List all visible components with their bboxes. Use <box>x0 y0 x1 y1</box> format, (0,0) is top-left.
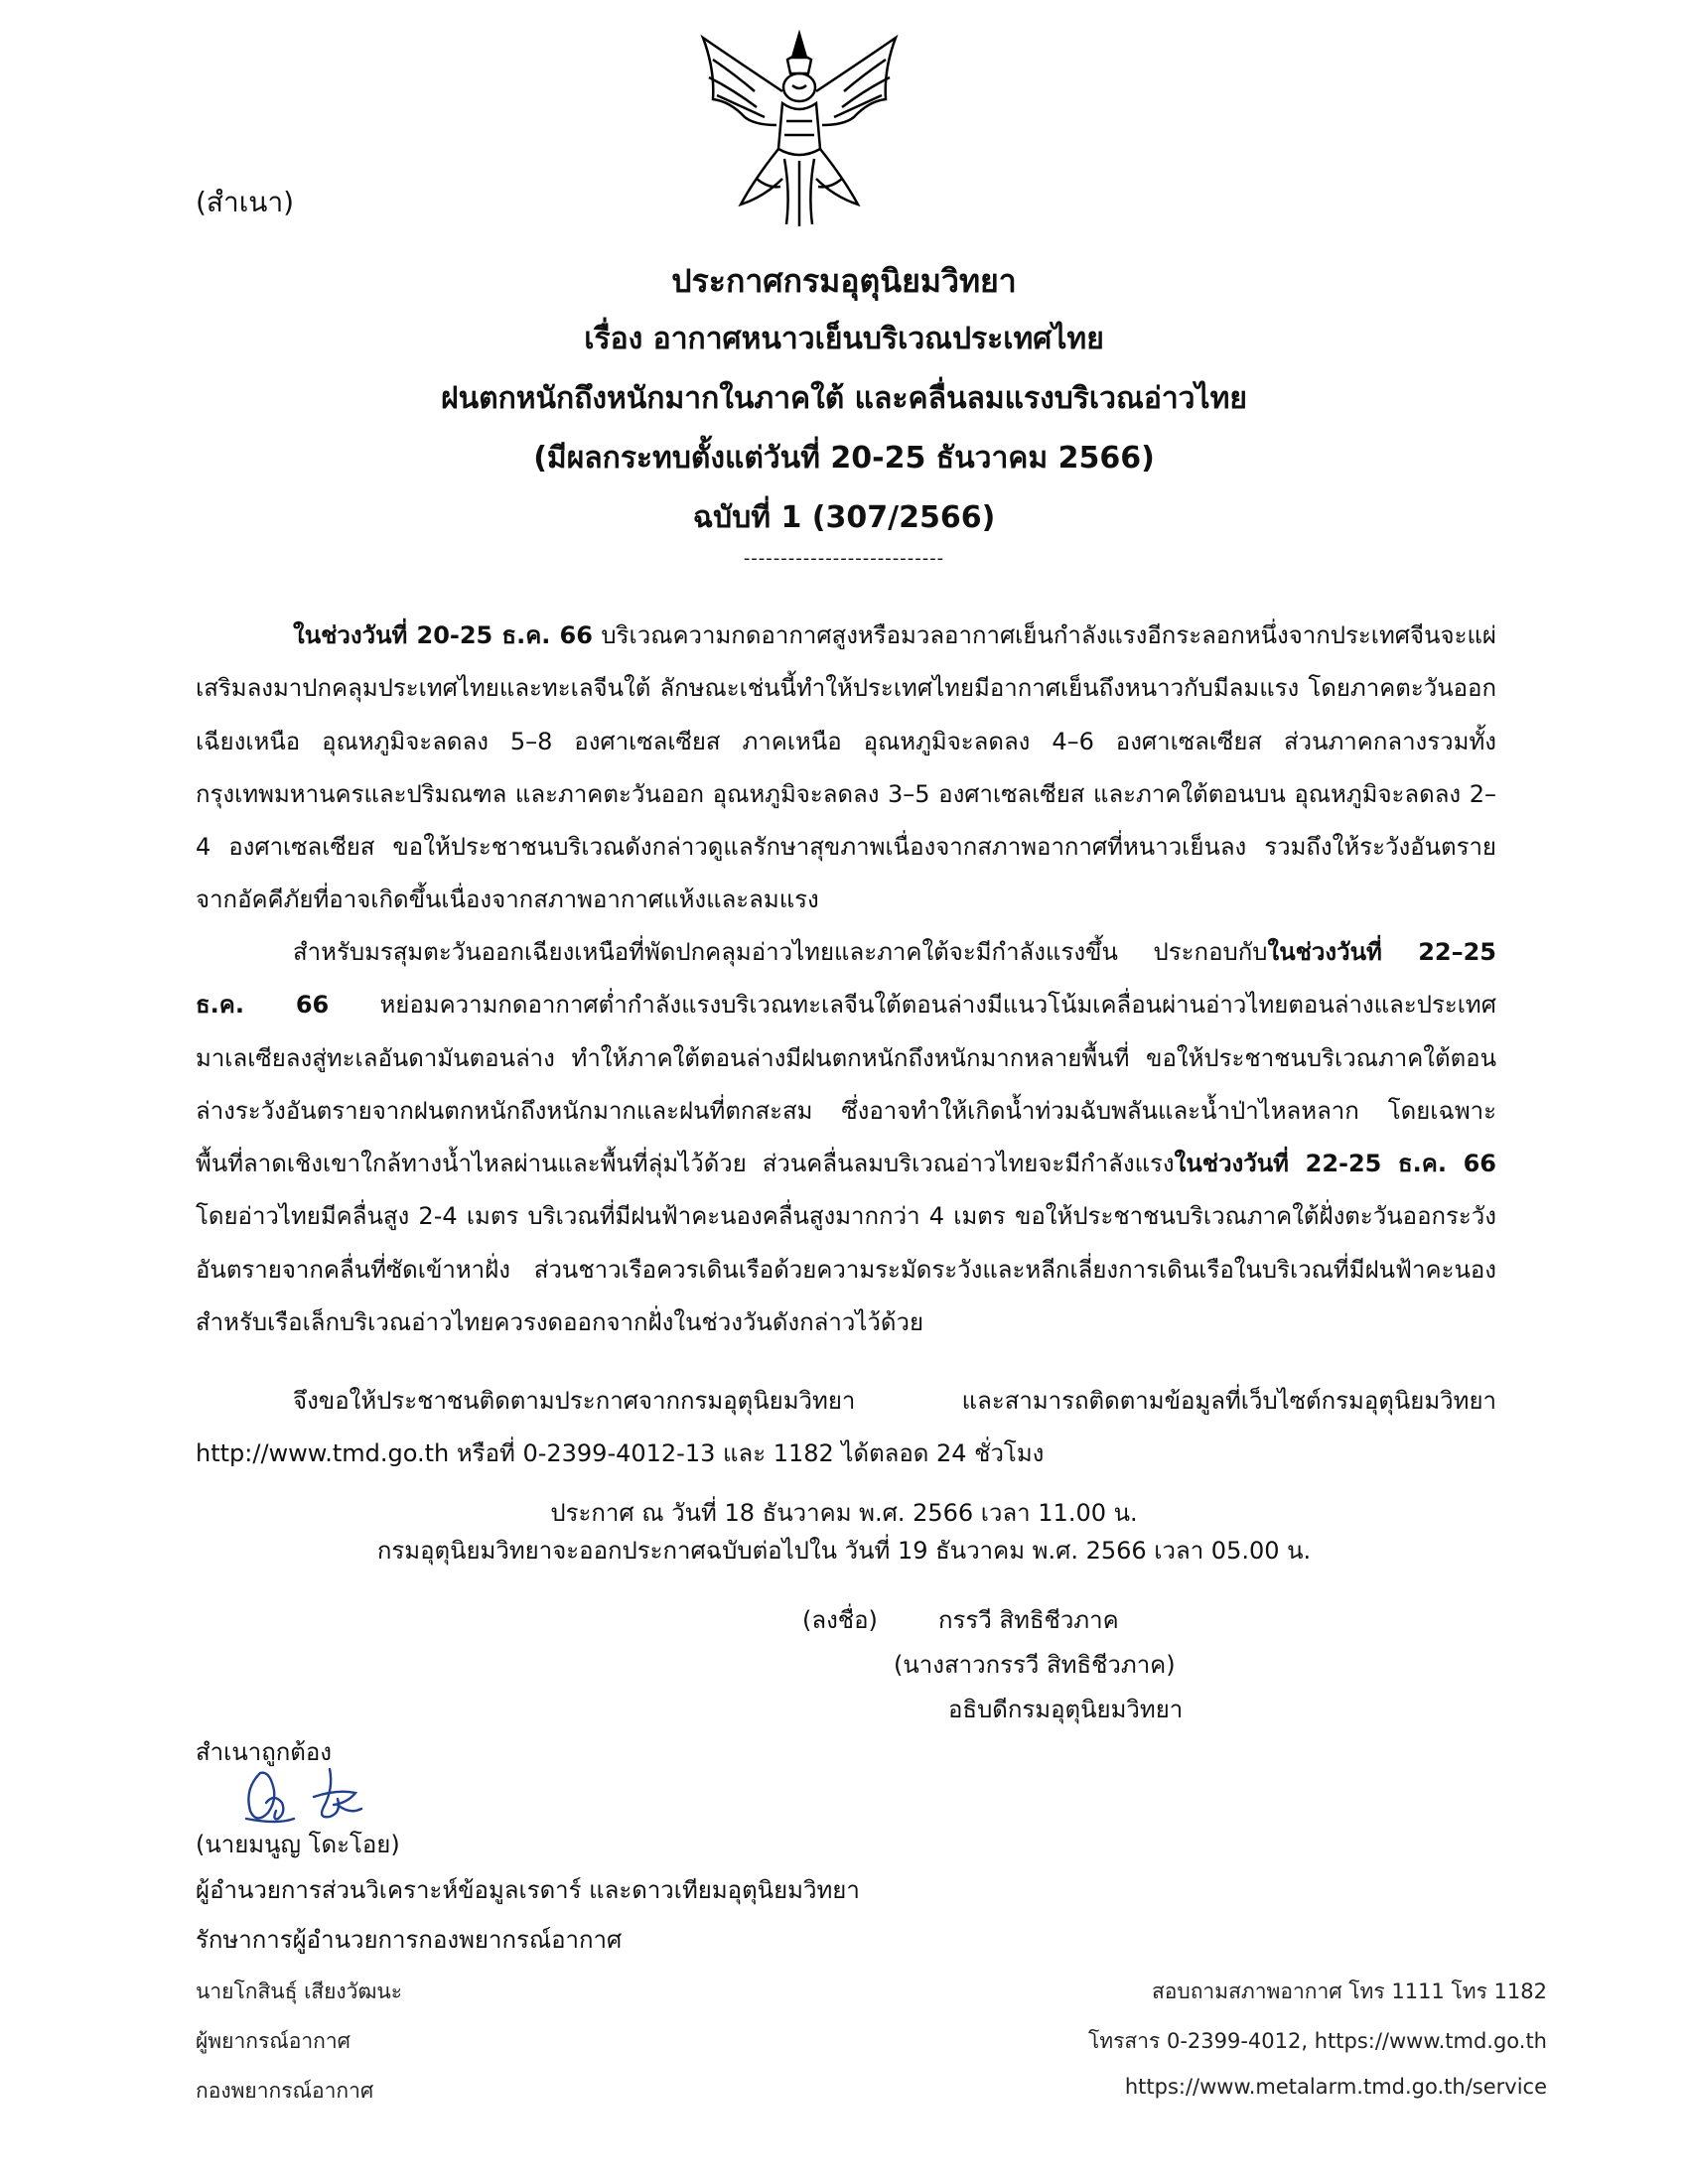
effective-period: (มีผลกระทบตั้งแต่วันที่ 20-25 ธันวาคม 2566) <box>533 441 1155 476</box>
announcement-date: ประกาศ ณ วันที่ 18 ธันวาคม พ.ศ. 2566 เวลา 11.00 น. <box>550 1499 1138 1527</box>
certifier-position: ผู้อำนวยการส่วนวิเคราะห์ข้อมูลเรดาร์ และดาวเทียมอุตุนิยมวิทยา <box>196 1876 860 1904</box>
paragraph-text: บริเวณความกดอากาศสูงหรือมวลอากาศเย็นกำลังแรงอีกระลอกหนึ่งจากประเทศจีนจะแผ่เสริมลงมาปกคลุมประเทศไทยและทะเลจีนใต้ ลักษณะเช่นนี้ทำให้ประเทศไทยมีอากาศเย็นถึงหนาวกับมีลมแรง โดยภาคตะวันออกเฉียงเหนือ อุณหภูมิจะลดลง 5–8 องศาเซลเซียส ภาคเหนือ อุณหภูมิจะลดลง 4–6 องศาเซลเซียส ส่วนภาคกลางรวมทั้งกรุงเทพมหานครและปริมณฑล และภาคตะวันออก อุณหภูมิจะลดลง 3–5 องศาเซลเซียส และภาคใต้ตอนบน อุณหภูมิจะลดลง 2–4 องศาเซลเซียส ขอให้ประชาชนบริเวณดังกล่าวดูแลรักษาสุขภาพเนื่องจากสภาพอากาศที่หนาวเย็นลง รวมถึงให้ระวังอันตรายจากอัคคีภัยที่อาจเกิดขึ้นเนื่องจากสภาพอากาศแห้งและลมแรง <box>196 621 1496 914</box>
contact-phone: สอบถามสภาพอากาศ โทร 1111 โทร 1182 <box>1151 1979 1547 2003</box>
garuda-emblem-icon <box>695 30 904 228</box>
signed-name: กรรวี สิทธิชีวภาค <box>938 1606 1119 1634</box>
paragraph-follow-up <box>196 1375 1496 1481</box>
handwritten-signature-icon <box>238 1759 367 1831</box>
certified-copy-label: สำเนาถูกต้อง <box>196 1738 332 1766</box>
divider: --------------------------- <box>743 548 945 569</box>
next-announcement-date: กรมอุตุนิยมวิทยาจะออกประกาศฉบับต่อไปใน วันที่ 19 ธันวาคม พ.ศ. 2566 เวลา 05.00 น. <box>376 1537 1312 1565</box>
certifier-name: (นายมนูญ โดะโอย) <box>196 1831 400 1858</box>
paragraph-text: สำหรับมรสุมตะวันออกเฉียงเหนือที่พัดปกคลุมอ่าวไทยและภาคใต้จะมีกำลังแรงขึ้น ประกอบกับ <box>293 938 1268 966</box>
forecaster-role: ผู้พยากรณ์อากาศ <box>196 2029 351 2053</box>
forecaster-division: กองพยากรณ์อากาศ <box>196 2079 374 2103</box>
announcement-title: ประกาศกรมอุตุนิยมวิทยา <box>671 262 1017 300</box>
contact-fax-website: โทรสาร 0-2399-4012, https://www.tmd.go.th <box>1088 2029 1547 2053</box>
signed-label: (ลงชื่อ) <box>802 1606 878 1634</box>
paragraph-date-highlight: ในช่วงวันที่ 22-25 ธ.ค. 66 <box>1174 1150 1496 1178</box>
paragraph-lead: ในช่วงวันที่ 20-25 ธ.ค. 66 <box>293 621 593 649</box>
certifier-acting-position: รักษาการผู้อำนวยการกองพยากรณ์อากาศ <box>196 1926 623 1954</box>
paragraph-cold-air <box>196 610 1496 927</box>
paragraph-text: โดยอ่าวไทยมีคลื่นสูง 2-4 เมตร บริเวณที่มีฝนฟ้าคะนองคลื่นสูงมากกว่า 4 เมตร ขอให้ประชาชนบริเวณภาคใต้ฝั่งตะวันออกระวังอันตรายจากคลื่นที่ซัดเข้าหาฝั่ง ส่วนชาวเรือควรเดินเรือด้วยความระมัดระวังและหลีกเลี่ยงการเดินเรือในบริเวณที่มีฝนฟ้าคะนอง สำหรับเรือเล็กบริเวณอ่าวไทยควรงดออกจากฝั่งในช่วงวันดังกล่าวไว้ด้วย <box>196 1202 1496 1337</box>
contact-service-link[interactable]: https://www.metalarm.tmd.go.th/service <box>1124 2075 1547 2099</box>
announcement-subject-line2: ฝนตกหนักถึงหนักมากในภาคใต้ และคลื่นลมแรงบริเวณอ่าวไทย <box>441 381 1247 416</box>
paragraph-text: หย่อมความกดอากาศต่ำกำลังแรงบริเวณทะเลจีนใต้ตอนล่างมีแนวโน้มเคลื่อนผ่านอ่าวไทยตอนล่างและประเทศมาเลเซียลงสู่ทะเลอันดามันตอนล่าง ทำให้ภาคใต้ตอนล่างมีฝนตกหนักถึงหนักมากหลายพื้นที่ ขอให้ประชาชนบริเวณภาคใต้ตอนล่างระวังอันตรายจากฝนตกหนักถึงหนักมากและฝนที่ตกสะสม ซึ่งอาจทำให้เกิดน้ำท่วมฉับพลันและน้ำป่าไหลหลาก โดยเฉพาะพื้นที่ลาดเชิงเขาใกล้ทางน้ำไหลผ่านและพื้นที่ลุ่มไว้ด้วย ส่วนคลื่นลมบริเวณอ่าวไทยจะมีกำลังแรง <box>196 991 1496 1178</box>
paragraph-date-highlight: ในช่วงวันที่ 22–25 ธ.ค. 66 <box>196 938 1497 1020</box>
signatory-position: อธิบดีกรมอุตุนิยมวิทยา <box>948 1696 1184 1723</box>
signatory-full-name: (นางสาวกรรวี สิทธิชีวภาค) <box>894 1651 1176 1679</box>
forecaster-name: นายโกสินธุ์ เสียงวัฒนะ <box>196 1979 403 2003</box>
paragraph-text: จึงขอให้ประชาชนติดตามประกาศจากกรมอุตุนิยมวิทยา และสามารถติดตามข้อมูลที่เว็บไซต์กรมอุตุนิยมวิทยา http://www.tmd.go.th หรือที่ 0-2399-4012-13 และ 1182 ได้ตลอด 24 ชั่วโมง <box>196 1387 1496 1468</box>
announcement-subject: เรื่อง อากาศหนาวเย็นบริเวณประเทศไทย <box>584 322 1104 356</box>
copy-label: (สำเนา) <box>196 186 295 218</box>
issue-number: ฉบับที่ 1 (307/2566) <box>692 500 996 535</box>
paragraph-monsoon <box>196 926 1496 1349</box>
